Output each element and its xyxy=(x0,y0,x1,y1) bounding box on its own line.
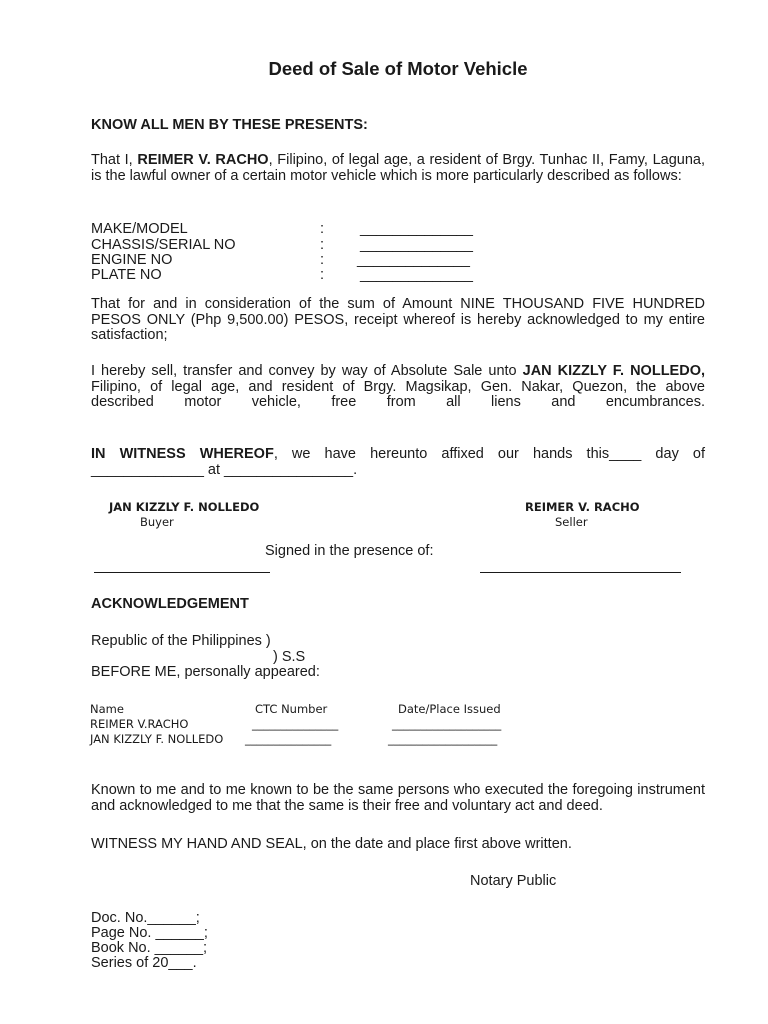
field-colon: : xyxy=(320,252,325,268)
witness-heading: IN WITNESS WHEREOF xyxy=(91,446,274,462)
document-title: Deed of Sale of Motor Vehicle xyxy=(268,58,528,79)
buyer-role: Buyer xyxy=(140,515,174,529)
field-colon: : xyxy=(320,221,325,237)
table-header-ctc: CTC Number xyxy=(255,702,328,716)
field-colon: : xyxy=(320,267,325,283)
table-row-ctc: _______________ xyxy=(245,732,332,746)
field-label-engine: ENGINE NO xyxy=(91,252,173,268)
owner-name: REIMER V. RACHO xyxy=(137,152,269,168)
table-row-date: ___________________ xyxy=(388,732,498,746)
page-no: Page No. ______; xyxy=(91,925,208,941)
seller-signature-name: REIMER V. RACHO xyxy=(525,500,640,514)
known-paragraph: Known to me and to me known to be the same persons who executed the foregoing instrument and acknowledged to me that the same is their free and voluntary act and deed. xyxy=(91,782,705,814)
witness-signature-line-right xyxy=(480,572,681,573)
before-me-text: BEFORE ME, personally appeared: xyxy=(91,664,320,680)
ss-text: ) S.S xyxy=(273,649,306,665)
table-row-name: JAN KIZZLY F. NOLLEDO xyxy=(90,732,224,746)
owner-text-a: That I, xyxy=(91,152,133,168)
table-header-date: Date/Place Issued xyxy=(398,702,501,716)
field-label-make: MAKE/MODEL xyxy=(91,221,188,237)
series-no: Series of 20___. xyxy=(91,955,197,971)
notary-public-label: Notary Public xyxy=(470,873,557,889)
table-row-ctc: _______________ xyxy=(252,717,339,731)
sale-text-b: Filipino, of legal age, and resident of Brgy. Magsikap, Gen. Nakar, Quezon, the above described motor vehicle, free from all liens and encumbrances. xyxy=(91,378,705,410)
field-value-engine: ______________ xyxy=(357,252,470,268)
consideration-paragraph: That for and in consideration of the sum of Amount NINE THOUSAND FIVE HUNDRED PESOS ONLY (Php 9,500.00) PESOS, receipt whereof is hereby acknowledged to my entire satisfaction; xyxy=(91,296,705,343)
sale-text-a: I hereby sell, transfer and convey by way of Absolute Sale unto xyxy=(91,363,523,379)
witness-line-2: ______________ at ________________. xyxy=(91,462,358,478)
presence-text: Signed in the presence of: xyxy=(265,543,434,559)
field-value-chassis: ______________ xyxy=(360,237,473,253)
field-label-plate: PLATE NO xyxy=(91,267,162,283)
table-row-name: REIMER V.RACHO xyxy=(90,717,189,731)
witness-line-1 xyxy=(91,447,705,463)
doc-no: Doc. No.______; xyxy=(91,910,200,926)
field-value-plate: ______________ xyxy=(360,267,473,283)
witness-text-a: , we have hereunto affixed our hands this____ day of xyxy=(273,446,705,462)
buyer-name-inline: JAN KIZZLY F. NOLLEDO, xyxy=(522,363,706,379)
witness-signature-line-left xyxy=(94,572,270,573)
table-row-date: ___________________ xyxy=(392,717,502,731)
field-value-make: ______________ xyxy=(360,221,473,237)
republic-text: Republic of the Philippines ) xyxy=(91,633,271,649)
book-no: Book No. ______; xyxy=(91,940,208,956)
owner-paragraph xyxy=(91,153,705,184)
acknowledgement-heading: ACKNOWLEDGEMENT xyxy=(91,596,249,612)
witness-hand-text: WITNESS MY HAND AND SEAL, on the date and place first above written. xyxy=(91,836,572,852)
seller-role: Seller xyxy=(555,515,588,529)
table-header-name: Name xyxy=(90,702,124,716)
owner-text-b: , Filipino, of legal age, a resident of Brgy. Tunhac II, Famy, Laguna, is the lawful owner of a certain motor vehicle which is more particularly described as follows: xyxy=(91,152,706,184)
sale-paragraph xyxy=(91,364,705,411)
intro-heading: KNOW ALL MEN BY THESE PRESENTS: xyxy=(91,117,368,133)
field-label-chassis: CHASSIS/SERIAL NO xyxy=(91,237,236,253)
buyer-signature-name: JAN KIZZLY F. NOLLEDO xyxy=(109,500,260,514)
field-colon: : xyxy=(320,237,325,253)
